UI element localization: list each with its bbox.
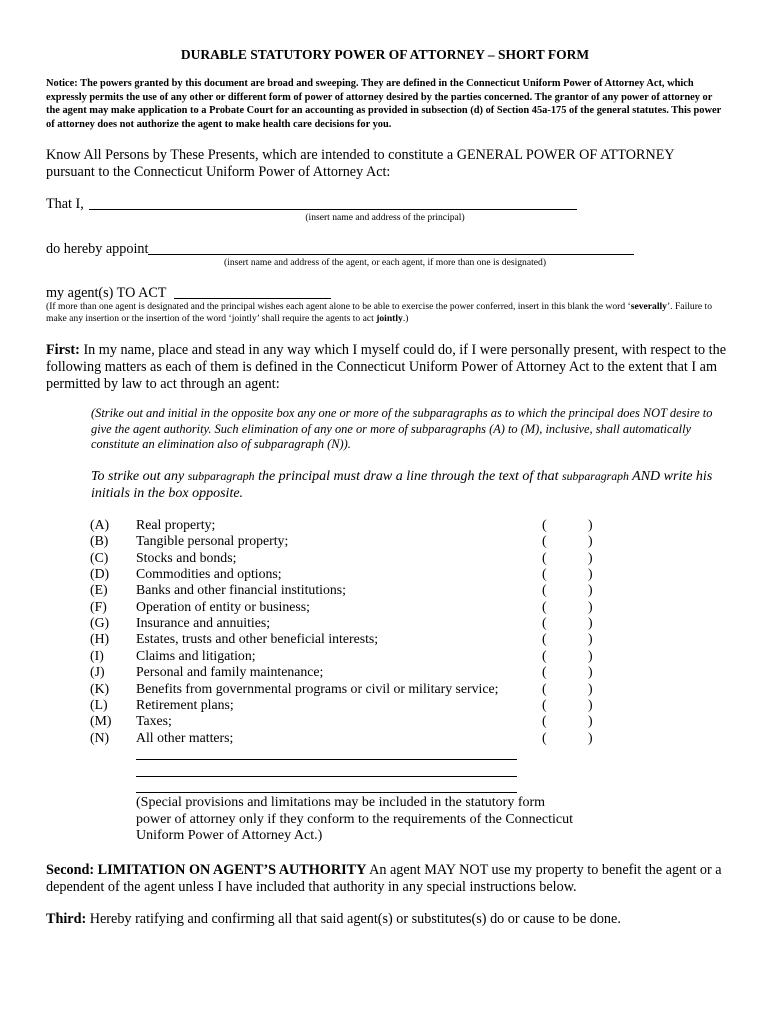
initials-box-close[interactable]: ): [588, 631, 593, 647]
initials-box-open[interactable]: (: [542, 598, 547, 614]
matter-letter: (L): [90, 696, 108, 712]
initials-box-close[interactable]: ): [588, 713, 593, 729]
matter-text[interactable]: Stocks and bonds;: [136, 549, 237, 565]
initials-box-close[interactable]: ): [588, 615, 593, 631]
notice-paragraph: Notice: The powers granted by this document are broad and sweeping. They are defined in the Connecticut Uniform Power of Attorney Act, which expressly permits the use of any other or different form of power of attorney desired by the parties concerned. The grantor of any power of attorney or the agent may make application to a Probate Court for an accounting as provided in subsection (d) of Section 45a-175 of the general statutes. This power of attorney does not authorize the agent to make health care decisions for you.: [46, 78, 722, 130]
initials-box-open[interactable]: (: [542, 615, 547, 631]
initials-box-open[interactable]: (: [542, 647, 547, 663]
matter-letter: (N): [90, 729, 110, 745]
matter-text[interactable]: All other matters;: [136, 729, 234, 745]
document-title: DURABLE STATUTORY POWER OF ATTORNEY – SHORT FORM: [180, 47, 590, 62]
matter-row: [0, 664, 770, 680]
agents-label: my agent(s) TO ACT: [46, 285, 167, 301]
matter-text[interactable]: Taxes;: [136, 713, 172, 729]
initials-box-close[interactable]: ): [588, 664, 593, 680]
matter-row: [0, 730, 770, 746]
matter-text[interactable]: Commodities and options;: [136, 566, 282, 582]
initials-box-open[interactable]: (: [542, 517, 547, 532]
initials-box-close[interactable]: ): [588, 549, 593, 565]
initials-box-close[interactable]: ): [588, 647, 593, 663]
initials-box-close[interactable]: ): [588, 696, 593, 712]
agents-note: (If more than one agent is designated and the principal wishes each agent alone to be able to exercise the power conferred, insert in this blank the word ‘severally’. Failure to make any insertion or the insertion of the word ‘jointly’ shall require the agents to act jointly.): [46, 301, 713, 324]
initials-box-open[interactable]: (: [542, 582, 547, 598]
third-paragraph: Third: Hereby ratifying and confirming all that said agent(s) or substitutes(s) do or cause to be done.: [46, 911, 621, 927]
matter-letter: (H): [90, 631, 110, 647]
first-paragraph: First: In my name, place and stead in any way which I myself could do, if I were personally present, with respect to the following matters as each of them is defined in the Connecticut Uniform Power of Attorney Act to the extent that I am permitted by law to act through an agent:: [46, 342, 727, 392]
matter-text[interactable]: Retirement plans;: [136, 696, 234, 712]
initials-box-close[interactable]: ): [588, 533, 593, 549]
matter-letter: (A): [90, 517, 110, 532]
principal-hint: (insert name and address of the principal): [305, 212, 465, 223]
matter-letter: (K): [90, 680, 110, 696]
matter-letter: (M): [90, 713, 112, 729]
initials-box-open[interactable]: (: [542, 566, 547, 582]
special-line-2[interactable]: [136, 776, 517, 777]
matter-letter: (D): [90, 566, 110, 582]
initials-box-open[interactable]: (: [542, 549, 547, 565]
initials-box-close[interactable]: ): [588, 582, 593, 598]
matter-row: [0, 631, 770, 647]
matter-row: [0, 697, 770, 713]
principal-blank[interactable]: [89, 209, 577, 210]
matter-row: [0, 550, 770, 566]
appoint-hint: (insert name and address of the agent, or each agent, if more than one is designated): [223, 257, 547, 268]
matter-text[interactable]: Operation of entity or business;: [136, 598, 310, 614]
matter-text[interactable]: Claims and litigation;: [136, 647, 256, 663]
second-paragraph: Second: LIMITATION ON AGENT’S AUTHORITY An agent MAY NOT use my property to benefit the agent or a dependent of the agent unless I have included that authority in any special instructions below.: [46, 862, 722, 895]
initials-box-close[interactable]: ): [588, 598, 593, 614]
matter-row: [0, 713, 770, 729]
special-provisions-note: (Special provisions and limitations may be included in the statutory form power of attorney only if they conform to the requirements of the Connecticut Uniform Power of Attorney Act.): [136, 795, 573, 843]
matter-text[interactable]: Estates, trusts and other beneficial interests;: [136, 631, 379, 647]
matter-letter: (E): [90, 582, 108, 598]
matter-letter: (B): [90, 533, 109, 549]
initials-box-open[interactable]: (: [542, 631, 547, 647]
initials-box-open[interactable]: (: [542, 696, 547, 712]
initials-box-open[interactable]: (: [542, 664, 547, 680]
matter-letter: (C): [90, 549, 109, 565]
intro-paragraph: Know All Persons by These Presents, which are intended to constitute a GENERAL POWER OF ATTORNEY pursuant to the Connecticut Uniform Power of Attorney Act:: [46, 147, 675, 180]
matter-row: [0, 599, 770, 615]
initials-box-open[interactable]: (: [542, 680, 547, 696]
initials-box-close[interactable]: ): [588, 729, 593, 745]
strike-instructions-2: To strike out any subparagraph the principal must draw a line through the text of that subparagraph AND write his initials in the box opposite.: [91, 469, 713, 501]
initials-box-open[interactable]: (: [542, 533, 547, 549]
act-severally-blank[interactable]: [174, 298, 331, 299]
matter-row: [0, 517, 770, 533]
matter-letter: (F): [90, 598, 107, 614]
initials-box-close[interactable]: ): [588, 566, 593, 582]
matter-row: [0, 533, 770, 549]
matter-text[interactable]: Tangible personal property;: [136, 533, 289, 549]
matter-letter: (G): [90, 615, 110, 631]
initials-box-open[interactable]: (: [542, 713, 547, 729]
matter-text[interactable]: Benefits from governmental programs or civil or military service;: [136, 680, 499, 696]
matter-letter: (J): [90, 664, 105, 680]
strike-instructions-1: (Strike out and initial in the opposite box any one or more of the subparagraphs as to which the principal does NOT desire to give the agent authority. Such elimination of any one or more of subparagraphs (A) to (M), inclusive, shall automatically constitute an elimination also of subparagraph (N)).: [91, 406, 713, 451]
matter-text[interactable]: Real property;: [136, 517, 216, 532]
matter-row: [0, 566, 770, 582]
principal-label: That I,: [46, 196, 84, 212]
special-line-3[interactable]: [136, 792, 517, 793]
special-line-1[interactable]: [136, 759, 517, 760]
matter-text[interactable]: Insurance and annuities;: [136, 615, 271, 631]
matter-row: [0, 681, 770, 697]
initials-box-close[interactable]: ): [588, 680, 593, 696]
matter-text[interactable]: Personal and family maintenance;: [136, 664, 324, 680]
initials-box-open[interactable]: (: [542, 729, 547, 745]
initials-box-close[interactable]: ): [588, 517, 593, 532]
matter-row: [0, 582, 770, 598]
matter-text[interactable]: Banks and other financial institutions;: [136, 582, 346, 598]
agent-blank[interactable]: [148, 254, 634, 255]
appoint-label: do hereby appoint: [46, 241, 149, 257]
matter-row: [0, 648, 770, 664]
matter-row: [0, 615, 770, 631]
matter-letter: (I): [90, 647, 104, 663]
